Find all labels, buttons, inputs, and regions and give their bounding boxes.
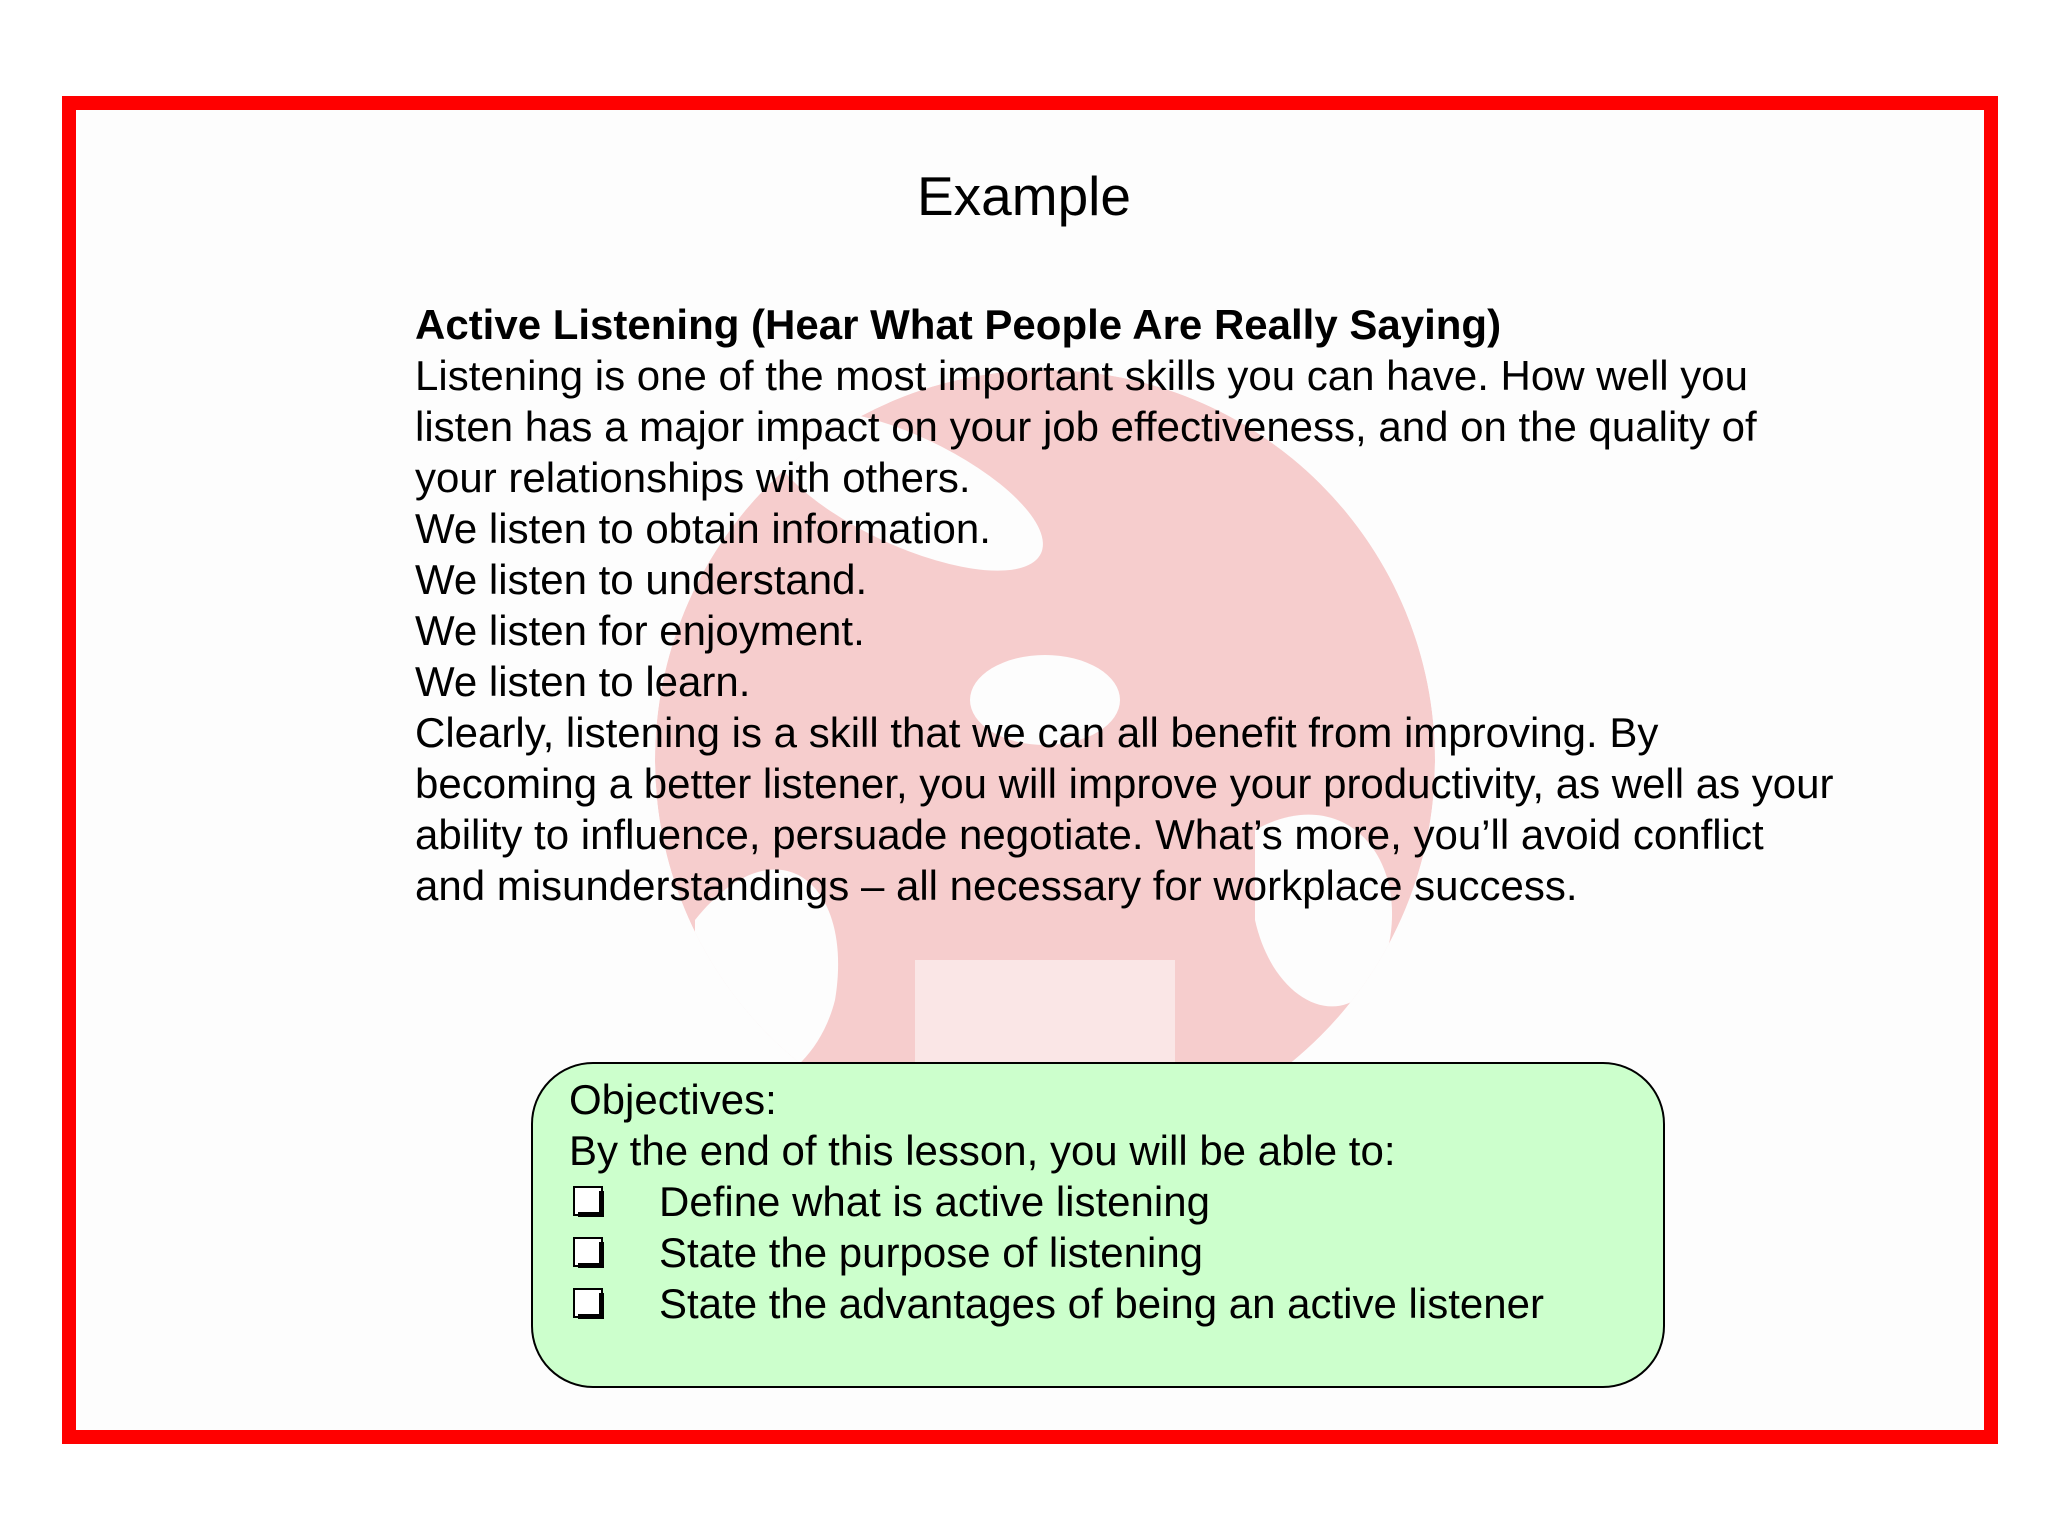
objective-item [569,1278,1663,1329]
content-paragraph: We listen for enjoyment. [415,607,865,654]
objectives-box [531,1062,1665,1388]
objective-item [569,1176,1663,1227]
objective-text: Define what is active listening [659,1178,1210,1225]
content-paragraph: Clearly, listening is a skill that we can all benefit from improving. By becoming a better listener, you will improve your productivity, as well as your ability to influence, persuade negotiate. What’s more, you’ll avoid conflict and misunderstandings – all necessary for workplace success. [415,709,1834,909]
objective-item [569,1227,1663,1278]
checkbox-icon [573,1288,605,1320]
content-paragraph: Listening is one of the most important skills you can have. How well you listen has a major impact on your job effectiveness, and on the quality of your relationships with others. [415,352,1757,501]
objective-text: State the advantages of being an active listener [659,1280,1544,1327]
content-body [415,299,1835,911]
content-paragraph: We listen to understand. [415,556,868,603]
checkbox-icon [573,1186,605,1218]
slide-title: Example [917,165,1131,227]
checkbox-icon [573,1237,605,1269]
objectives-intro: By the end of this lesson, you will be able to: [569,1127,1396,1174]
objectives-label: Objectives: [569,1076,777,1123]
objectives-list [569,1176,1663,1329]
content-paragraph: We listen to learn. [415,658,751,705]
content-paragraph: We listen to obtain information. [415,505,991,552]
objective-text: State the purpose of listening [659,1229,1204,1276]
content-heading: Active Listening (Hear What People Are Really Saying) [415,301,1502,348]
